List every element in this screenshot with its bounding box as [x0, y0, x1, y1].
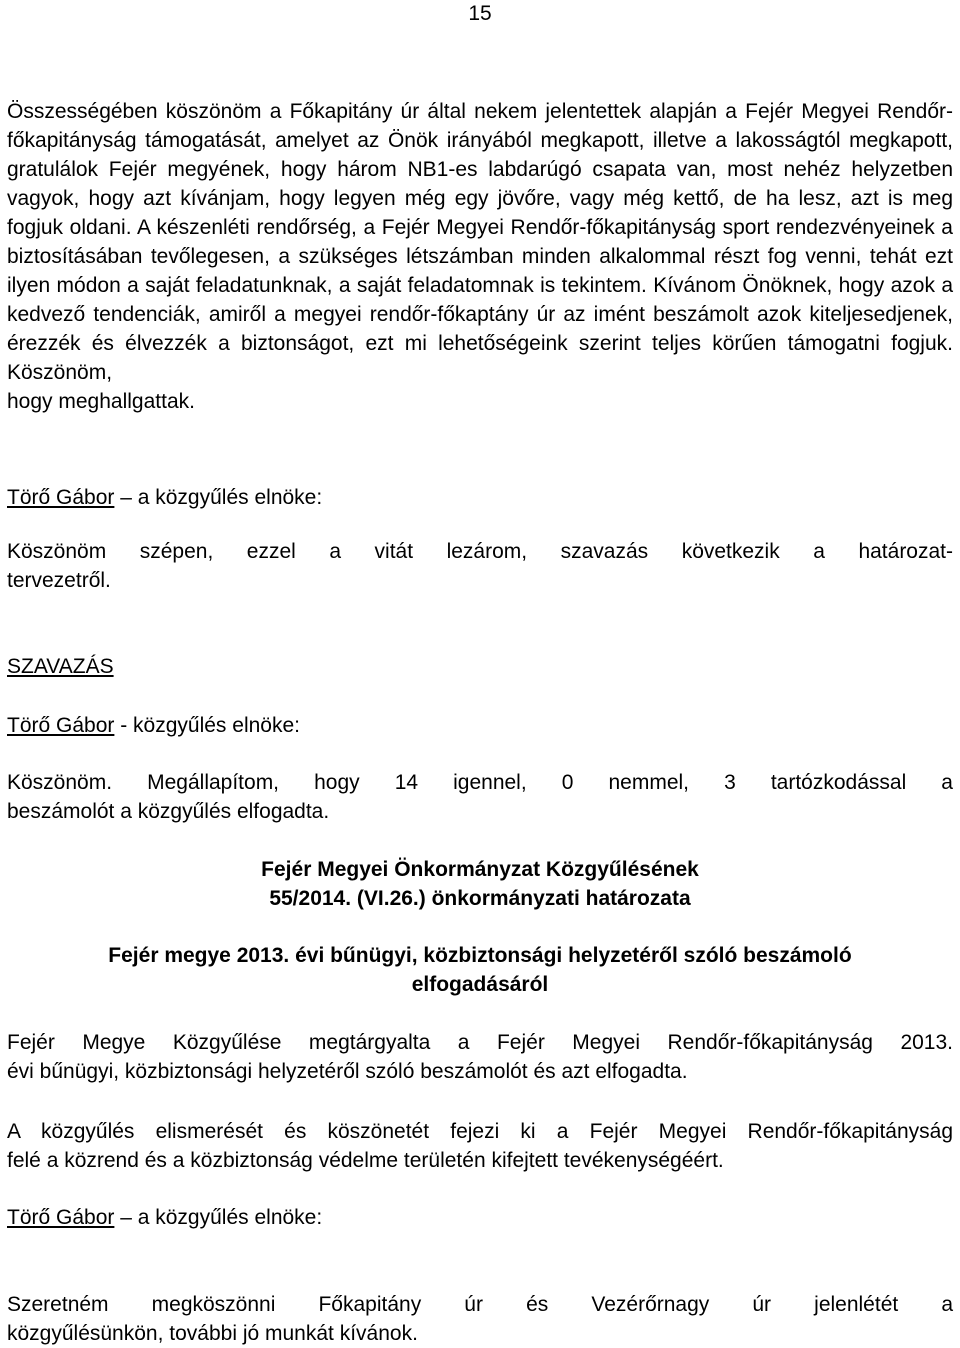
paragraph-close-debate — [7, 537, 953, 595]
resolution-subject-line-1: Fejér megye 2013. évi bűnügyi, közbiztonsági helyzetéről szóló beszámoló — [108, 944, 852, 967]
speaker-line-2 — [7, 711, 300, 740]
paragraph-vote-result — [7, 768, 953, 826]
speaker-line-1 — [7, 483, 322, 512]
paragraph-last-line: közgyűlésünkön, további jó munkát kívánok. — [7, 1322, 418, 1345]
paragraph-thanks — [7, 1290, 953, 1348]
resolution-title-line-2: 55/2014. (VI.26.) önkormányzati határozata — [269, 887, 691, 910]
paragraph-text: A közgyűlés elismerését és köszönetét fejezi ki a Fejér Megyei Rendőr-főkapitányság — [7, 1120, 953, 1143]
resolution-subject-line-2: elfogadásáról — [411, 973, 549, 996]
resolution-title-line-1: Fejér Megyei Önkormányzat Közgyűlésének — [261, 858, 699, 881]
paragraph-speech-closing — [7, 97, 953, 416]
speaker-role: - közgyűlés elnöke: — [114, 714, 300, 737]
paragraph-last-line: felé a közrend és a közbiztonság védelme területén kifejtett tevékenységéért. — [7, 1149, 724, 1172]
paragraph-text: Szeretném megköszönni Főkapitány úr és Vezérőrnagy úr jelenlétét a — [7, 1293, 953, 1316]
speaker-role: – a közgyűlés elnöke: — [114, 486, 323, 509]
paragraph-resolution-2 — [7, 1117, 953, 1175]
speaker-name: Törő Gábor — [7, 486, 115, 509]
paragraph-text: Fejér Megye Közgyűlése megtárgyalta a Fejér Megyei Rendőr-főkapitányság 2013. — [7, 1031, 953, 1054]
paragraph-text: Köszönöm. Megállapítom, hogy 14 igennel, 0 nemmel, 3 tartózkodással a — [7, 771, 953, 794]
page-number: 15 — [468, 2, 492, 25]
speaker-line-3 — [7, 1203, 322, 1232]
paragraph-last-line: tervezetről. — [7, 569, 111, 592]
paragraph-resolution-1 — [7, 1028, 953, 1086]
paragraph-text: Összességében köszönöm a Főkapitány úr által nekem jelentettek alapján a Fejér Megyei Rendőr-főkapitányság támogatását, amelyet az Önök irányából megkapott, illetve a lakosságtól megkapott, gratulálok Fejér megyének, hogy három NB1-es labdarúgó csapata van, most nehéz helyzetben vagyok, hogy azt kívánjam, hogy legyen még egy jövőre, vagy még kettő, de ha lesz, azt is meg fogjuk oldani. A készenléti rendőrség, a Fejér Megyei Rendőr-főkapitányság sport rendezvényeinek a biztosításában tevőlegesen, a szükséges létszámban minden alkalommal részt fog venni, tehát ezt ilyen módon a saját feladatunknak, a saját feladatomnak is tekintem. Kívánom Önöknek, hogy azok a kedvező tendenciák, amiről a megyei rendőr-főkaptány úr az imént beszámolt azok kiteljesedjenek, érezzék és élvezzék a biztonságot, ezt mi lehetőségeink szerint teljes körűen támogatni fogjuk. Köszönöm, — [7, 100, 953, 384]
speaker-role: – a közgyűlés elnöke: — [114, 1206, 323, 1229]
paragraph-last-line: beszámolót a közgyűlés elfogadta. — [7, 800, 330, 823]
vote-heading: SZAVAZÁS — [7, 655, 114, 678]
paragraph-last-line: évi bűnügyi, közbiztonsági helyzetéről szóló beszámolót és azt elfogadta. — [7, 1060, 688, 1083]
speaker-name: Törő Gábor — [7, 1206, 115, 1229]
paragraph-last-line: hogy meghallgattak. — [7, 390, 195, 413]
speaker-name: Törő Gábor — [7, 714, 115, 737]
paragraph-text: Köszönöm szépen, ezzel a vitát lezárom, szavazás következik a határozat- — [7, 540, 953, 563]
